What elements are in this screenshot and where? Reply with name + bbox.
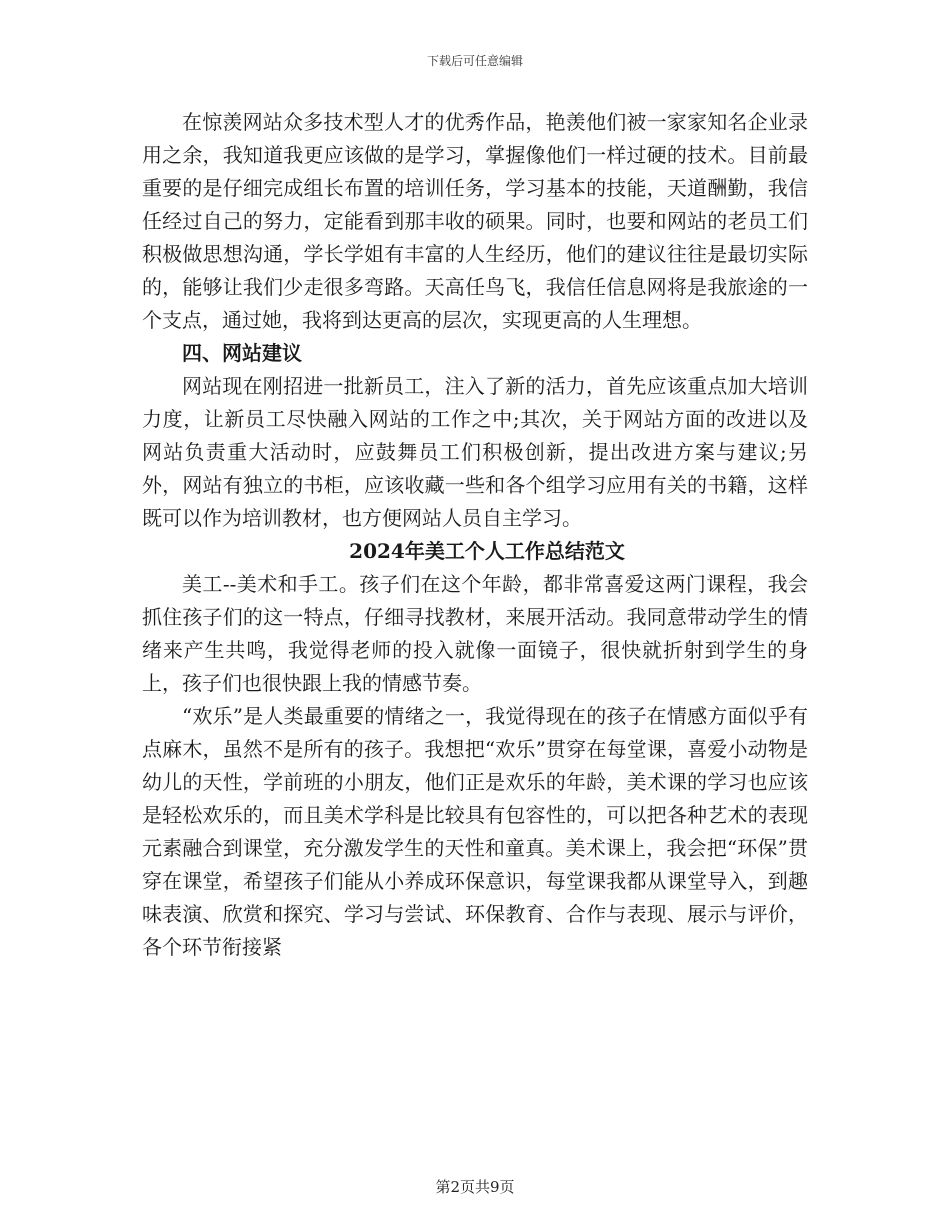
page-header-note: 下载后可任意编辑 (426, 54, 523, 68)
section-heading-website-suggestions: 四、网站建议 (182, 341, 302, 365)
paragraph-4: “欢乐”是人类最重要的情绪之一，我觉得现在的孩子在情感方面似乎有点麻木，虽然不是所有的孩子。我想把“欢乐”贯穿在每堂课，喜爱小动物是幼儿的天性，学前班的小朋友，他们正是欢乐的年龄，美术课的学习也应该是轻松欢乐的，而且美术学科是比较具有包容性的，可以把各种艺术的表现元素融合到课堂，充分激发学生的天性和童真。美术课上，我会把“环保”贯穿在课堂，希望孩子们能从小养成环保意识，每堂课我都从课堂导入，到趣味表演、欣赏和探究、学习与尝试、环保教育、合作与表现、展示与评价，各个环节衔接紧 (142, 704, 808, 959)
paragraph-1: 在惊羡网站众多技术型人才的优秀作品，艳羡他们被一家家知名企业录用之余，我知道我更应该做的是学习，掌握像他们一样过硬的技术。目前最重要的是仔细完成组长布置的培训任务，学习基本的技能，天道酬勤，我信任经过自己的努力，定能看到那丰收的硕果。同时，也要和网站的老员工们积极做思想沟通，学长学姐有丰富的人生经历，他们的建议往往是最切实际的，能够让我们少走很多弯路。天高任鸟飞，我信任信息网将是我旅途的一个支点，通过她，我将到达更高的层次，实现更高的人生理想。 (142, 110, 808, 332)
document-body (142, 106, 808, 964)
paragraph-3: 美工--美术和手工。孩子们在这个年龄，都非常喜爱这两门课程，我会抓住孩子们的这一特点，仔细寻找教材，来展开活动。我同意带动学生的情绪来产生共鸣，我觉得老师的投入就像一面镜子，很快就折射到学生的身上，孩子们也很快跟上我的情感节奏。 (142, 572, 808, 695)
article-title: 2024年美工个人工作总结范文 (349, 539, 625, 563)
page-number: 第2页共9页 (435, 1178, 515, 1196)
paragraph-2: 网站现在刚招进一批新员工，注入了新的活力，首先应该重点加大培训力度，让新员工尽快融入网站的工作之中;其次，关于网站方面的改进以及网站负责重大活动时，应鼓舞员工们积极创新，提出改进方案与建议;另外，网站有独立的书柜，应该收藏一些和各个组学习应用有关的书籍，这样既可以作为培训教材，也方便网站人员自主学习。 (142, 374, 808, 530)
